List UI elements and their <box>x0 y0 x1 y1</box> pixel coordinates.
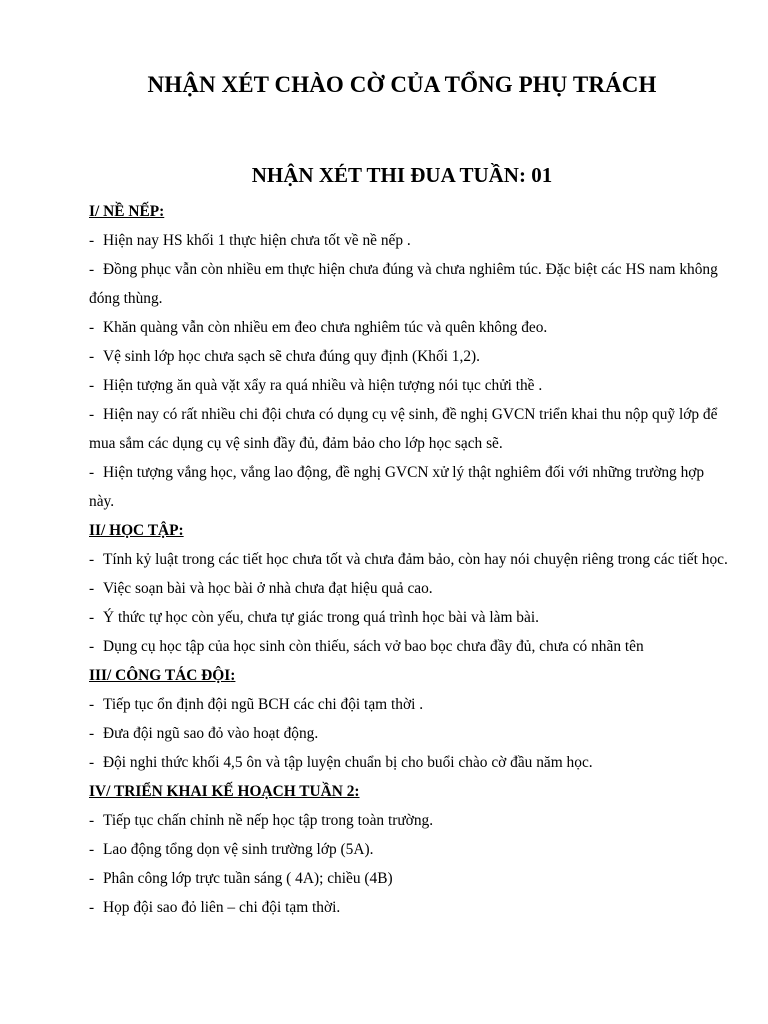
item-text: Hiện tượng vắng học, vắng lao động, đề nghị GVCN xử lý thật nghiêm đối với những trường hợp này. <box>89 464 705 510</box>
section-heading-colon: : <box>230 667 236 684</box>
item-text: Đồng phục vẫn còn nhiều em thực hiện chưa đúng và chưa nghiêm túc. Đặc biệt các HS nam không đóng thùng. <box>89 261 718 307</box>
document-subtitle: NHẬN XÉT THI ĐUA TUẦN: 01 <box>251 163 553 187</box>
dash-marker: - <box>89 261 95 278</box>
list-item <box>89 835 729 864</box>
list-item <box>89 342 729 371</box>
item-text: Lao động tổng dọn vệ sinh trường lớp (5A). <box>103 841 374 858</box>
list-item <box>89 574 729 603</box>
dash-marker: - <box>89 464 95 481</box>
list-item <box>89 400 729 458</box>
item-text: Họp đội sao đỏ liên – chi đội tạm thời. <box>103 899 341 916</box>
dash-marker: - <box>89 406 95 423</box>
list-item <box>89 748 729 777</box>
list-item <box>89 806 729 835</box>
list-item <box>89 255 729 313</box>
list-item <box>89 313 729 342</box>
item-text: Tiếp tục ổn định đội ngũ BCH các chi đội tạm thời . <box>103 696 424 713</box>
list-item <box>89 226 729 255</box>
section-heading: IV/ TRIỂN KHAI KẾ HOẠCH TUẦN 2: <box>89 783 360 800</box>
dash-marker: - <box>89 319 95 336</box>
section-heading <box>89 661 729 690</box>
item-text: Hiện nay HS khối 1 thực hiện chưa tốt về nề nếp . <box>103 232 411 249</box>
section-cong-tac-doi <box>89 661 729 777</box>
item-text: Đội nghi thức khối 4,5 ôn và tập luyện chuẩn bị cho buổi chào cờ đầu năm học. <box>103 754 593 771</box>
document-title: NHẬN XÉT CHÀO CỜ CỦA TỔNG PHỤ TRÁCH <box>147 72 657 97</box>
item-text: Khăn quàng vẫn còn nhiều em đeo chưa nghiêm túc và quên không đeo. <box>103 319 548 336</box>
dash-marker: - <box>89 377 95 394</box>
dash-marker: - <box>89 725 95 742</box>
item-text: Ý thức tự học còn yếu, chưa tự giác trong quá trình học bài và làm bài. <box>103 609 539 626</box>
section-ne-nep <box>89 197 729 516</box>
dash-marker: - <box>89 899 95 916</box>
list-item <box>89 719 729 748</box>
dash-marker: - <box>89 841 95 858</box>
dash-marker: - <box>89 348 95 365</box>
dash-marker: - <box>89 638 95 655</box>
dash-marker: - <box>89 870 95 887</box>
document-body <box>89 197 729 922</box>
list-item <box>89 545 729 574</box>
list-item <box>89 603 729 632</box>
dash-marker: - <box>89 580 95 597</box>
list-item <box>89 864 729 893</box>
dash-marker: - <box>89 232 95 249</box>
item-text: Việc soạn bài và học bài ở nhà chưa đạt hiệu quả cao. <box>103 580 433 597</box>
section-heading-text: III/ CÔNG TÁC ĐỘI <box>89 667 231 684</box>
list-item <box>89 371 729 400</box>
section-ke-hoach-tuan-2 <box>89 777 729 922</box>
item-text: Tiếp tục chấn chỉnh nề nếp học tập trong toàn trường. <box>103 812 434 829</box>
section-hoc-tap <box>89 516 729 661</box>
list-item <box>89 458 729 516</box>
dash-marker: - <box>89 696 95 713</box>
item-text: Dụng cụ học tập của học sinh còn thiếu, sách vở bao bọc chưa đầy đủ, chưa có nhãn tên <box>103 638 644 655</box>
dash-marker: - <box>89 609 95 626</box>
item-text: Tính kỷ luật trong các tiết học chưa tốt và chưa đảm bảo, còn hay nói chuyện riêng trong các tiết học. <box>103 551 728 568</box>
list-item <box>89 690 729 719</box>
section-heading: I/ NỀ NẾP: <box>89 203 165 220</box>
list-item <box>89 632 729 661</box>
list-item <box>89 893 729 922</box>
item-text: Vệ sinh lớp học chưa sạch sẽ chưa đúng quy định (Khối 1,2). <box>103 348 481 365</box>
item-text: Phân công lớp trực tuần sáng ( 4A); chiều (4B) <box>103 870 393 887</box>
section-heading: II/ HỌC TẬP: <box>89 522 184 539</box>
item-text: Hiện nay có rất nhiều chi đội chưa có dụng cụ vệ sinh, đề nghị GVCN triển khai thu nộp quỹ lớp để mua sắm các dụng cụ vệ sinh đầy đủ, đảm bảo cho lớp học sạch sẽ. <box>89 406 718 452</box>
dash-marker: - <box>89 812 95 829</box>
item-text: Hiện tượng ăn quà vặt xẩy ra quá nhiều và hiện tượng nói tục chửi thề . <box>103 377 543 394</box>
item-text: Đưa đội ngũ sao đỏ vào hoạt động. <box>103 725 319 742</box>
dash-marker: - <box>89 754 95 771</box>
dash-marker: - <box>89 551 95 568</box>
